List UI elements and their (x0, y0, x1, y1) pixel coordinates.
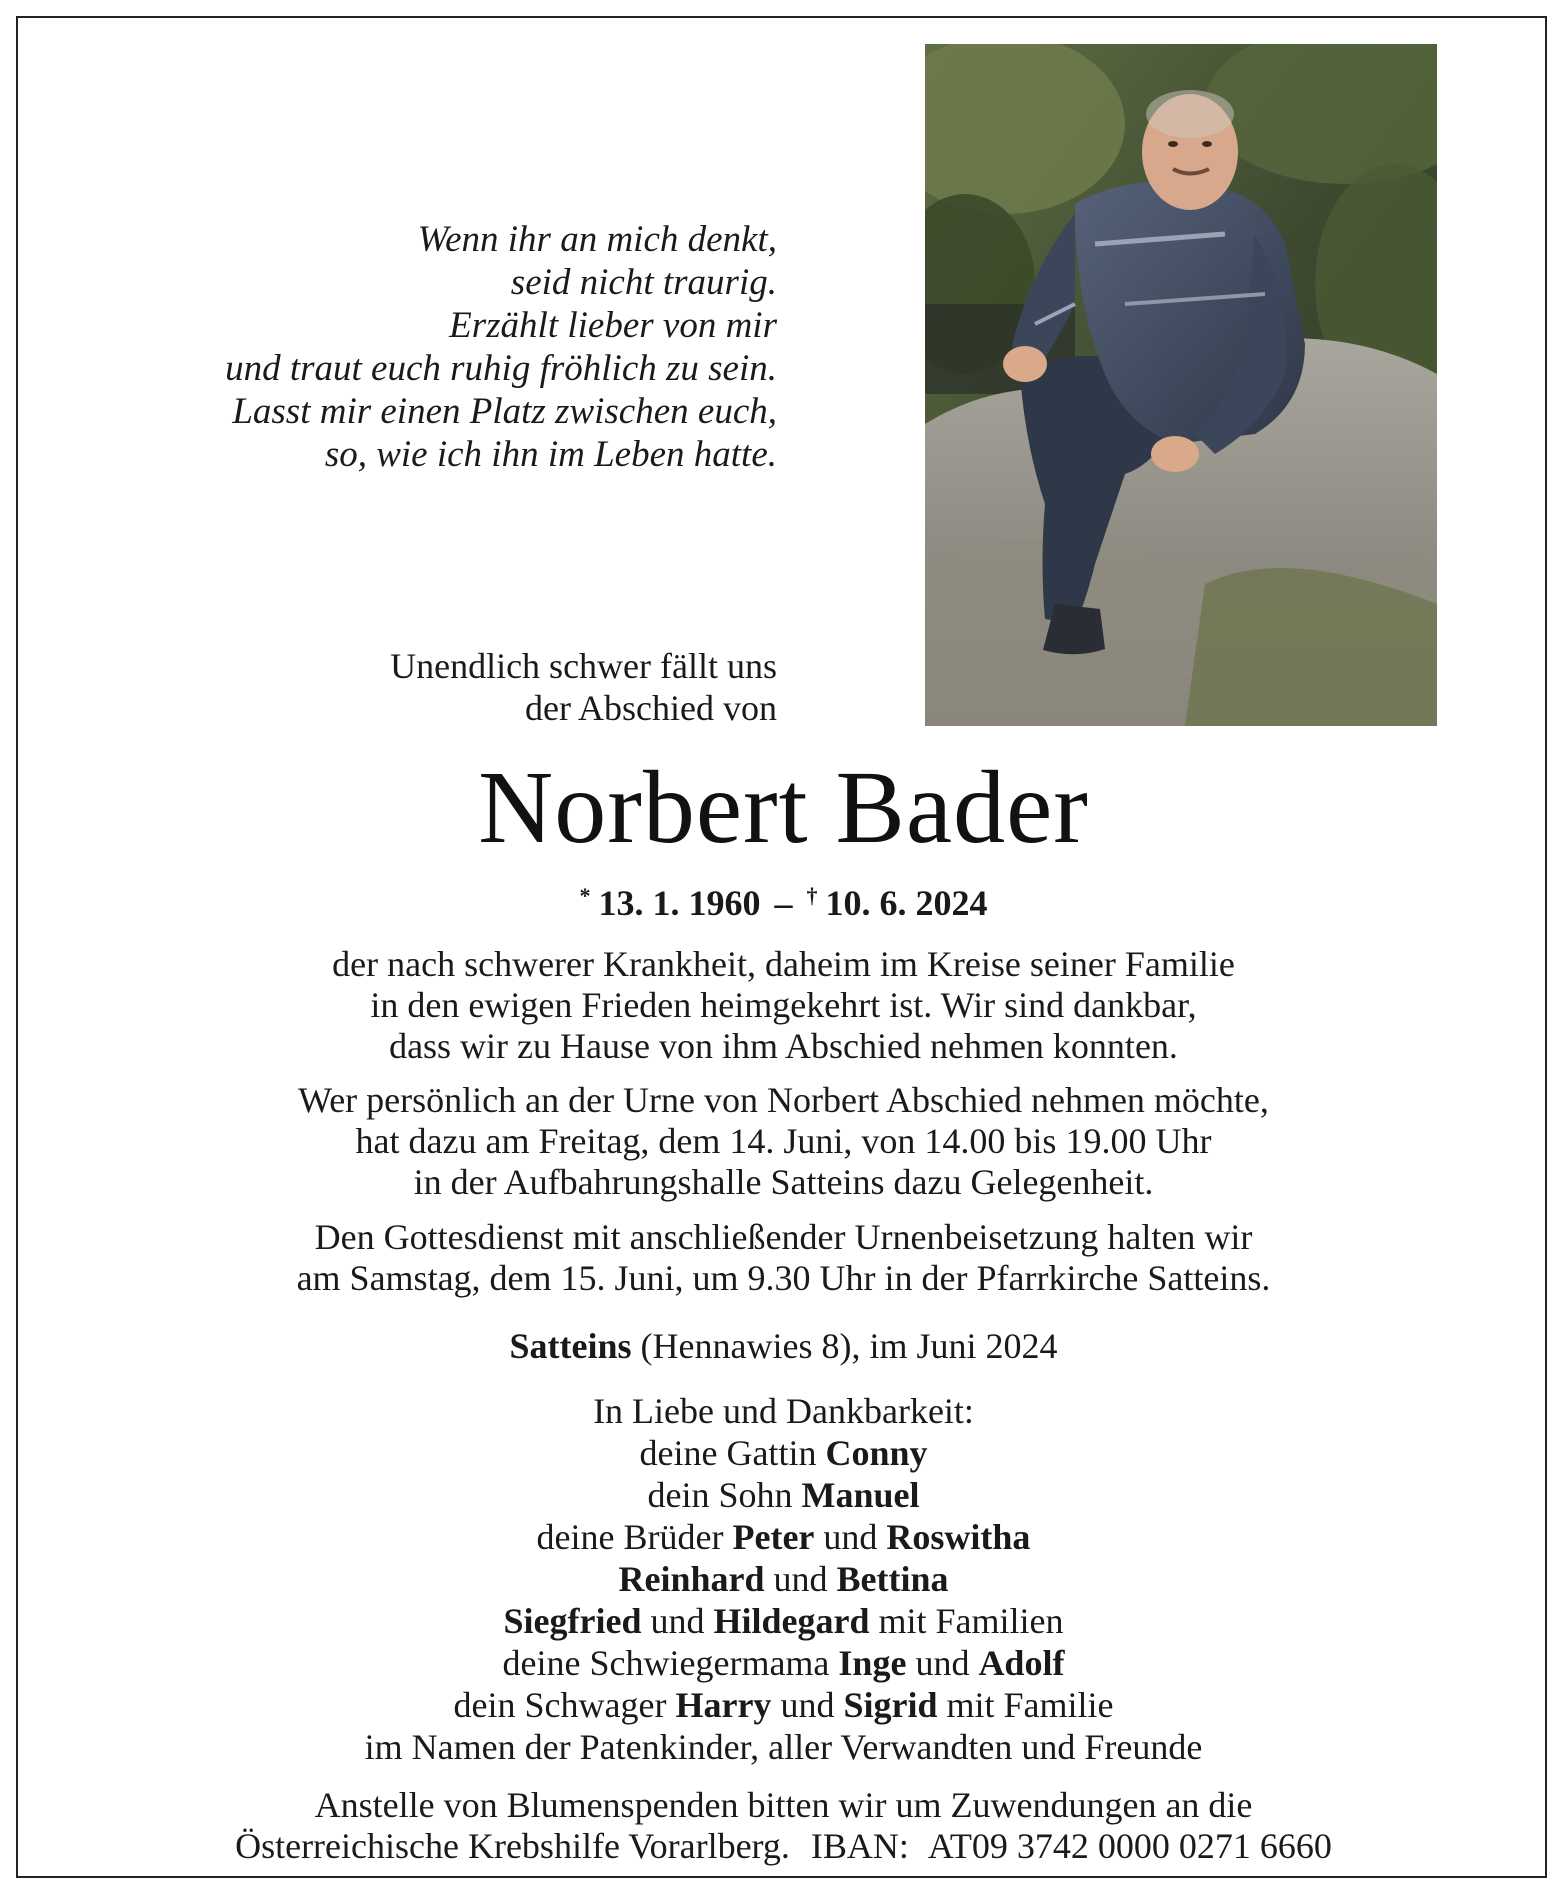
family-line (0, 1684, 1567, 1726)
text-line: am Samstag, dem 15. Juni, um 9.30 Uhr in der Pfarrkirche Satteins. (296, 1258, 1271, 1298)
intro-line: der Abschied von (525, 688, 777, 728)
family-name: Roswitha (886, 1517, 1031, 1557)
connector: und (906, 1643, 979, 1683)
birth-symbol: * (579, 883, 591, 908)
family-heading: In Liebe und Dankbarkeit: (593, 1391, 974, 1431)
intro-text (390, 645, 777, 729)
family-name: Sigrid (843, 1685, 938, 1725)
text-line: in den ewigen Frieden heimgekehrt ist. Wir sind dankbar, (370, 985, 1197, 1025)
family-signatures (0, 1390, 1567, 1768)
text-line: in der Aufbahrungshalle Satteins dazu Gelegenheit. (413, 1162, 1154, 1202)
life-dates (0, 874, 1567, 925)
intro-line: Unendlich schwer fällt uns (390, 646, 777, 686)
poem-line: Wenn ihr an mich denkt, (417, 219, 777, 260)
family-name: Inge (838, 1643, 907, 1683)
connector: und (814, 1517, 887, 1557)
family-line (0, 1600, 1567, 1642)
relation-suffix: mit Familie (937, 1685, 1114, 1725)
donation-org: Österreichische Krebshilfe Vorarlberg. (235, 1826, 790, 1866)
donation-line (0, 1826, 1567, 1867)
family-closing: im Namen der Patenkinder, aller Verwandten und Freunde (364, 1727, 1203, 1767)
connector: und (764, 1559, 837, 1599)
family-name: Siegfried (503, 1601, 642, 1641)
death-symbol: † (806, 883, 818, 908)
family-line (0, 1558, 1567, 1600)
place-rest: (Hennawies 8), im Juni 2024 (631, 1326, 1058, 1366)
text-line: Den Gottesdienst mit anschließender Urnenbeisetzung halten wir (314, 1217, 1253, 1257)
connector: und (771, 1685, 844, 1725)
poem-line: so, wie ich ihn im Leben hatte. (324, 434, 777, 475)
iban-label: IBAN: (810, 1826, 909, 1866)
poem-line: Lasst mir einen Platz zwischen euch, (232, 391, 777, 432)
text-line: Wer persönlich an der Urne von Norbert Abschied nehmen möchte, (298, 1080, 1269, 1120)
family-line (0, 1474, 1567, 1516)
family-name: Hildegard (713, 1601, 870, 1641)
poem (225, 218, 777, 476)
portrait-photo (925, 44, 1437, 726)
text-line: der nach schwerer Krankheit, daheim im Kreise seiner Familie (332, 944, 1235, 984)
family-name: Bettina (836, 1559, 949, 1599)
paragraph-passing (0, 944, 1567, 1067)
family-name: Adolf (978, 1643, 1065, 1683)
donation-note (0, 1785, 1567, 1867)
paragraph-viewing (0, 1080, 1567, 1203)
family-name: Peter (732, 1517, 815, 1557)
paragraph-service (0, 1217, 1567, 1299)
relation-label: deine Schwiegermama (502, 1643, 839, 1683)
place-date-line (0, 1325, 1567, 1367)
date-separator: – (774, 883, 793, 923)
text-line: dass wir zu Hause von ihm Abschied nehmen konnten. (389, 1026, 1178, 1066)
family-name: Manuel (801, 1475, 920, 1515)
relation-suffix: mit Familien (869, 1601, 1064, 1641)
connector: und (641, 1601, 714, 1641)
family-name: Reinhard (618, 1559, 765, 1599)
family-name: Conny (825, 1433, 928, 1473)
text-line: hat dazu am Freitag, dem 14. Juni, von 14.00 bis 19.00 Uhr (355, 1121, 1212, 1161)
iban-number: AT09 3742 0000 0271 6660 (927, 1826, 1332, 1866)
family-line (0, 1516, 1567, 1558)
relation-label: dein Schwager (453, 1685, 676, 1725)
death-date: 10. 6. 2024 (825, 883, 988, 923)
poem-line: und traut euch ruhig fröhlich zu sein. (225, 348, 777, 389)
poem-line: seid nicht traurig. (510, 262, 777, 303)
relation-label: deine Gattin (639, 1433, 826, 1473)
family-line (0, 1432, 1567, 1474)
relation-label: dein Sohn (647, 1475, 802, 1515)
birth-date: 13. 1. 1960 (598, 883, 761, 923)
poem-line: Erzählt lieber von mir (449, 305, 777, 346)
family-name: Harry (675, 1685, 772, 1725)
relation-label: deine Brüder (536, 1517, 733, 1557)
place-town: Satteins (509, 1326, 632, 1366)
family-line (0, 1642, 1567, 1684)
deceased-name: Norbert Bader (478, 750, 1089, 865)
donation-line: Anstelle von Blumenspenden bitten wir um Zuwendungen an die (314, 1785, 1253, 1825)
